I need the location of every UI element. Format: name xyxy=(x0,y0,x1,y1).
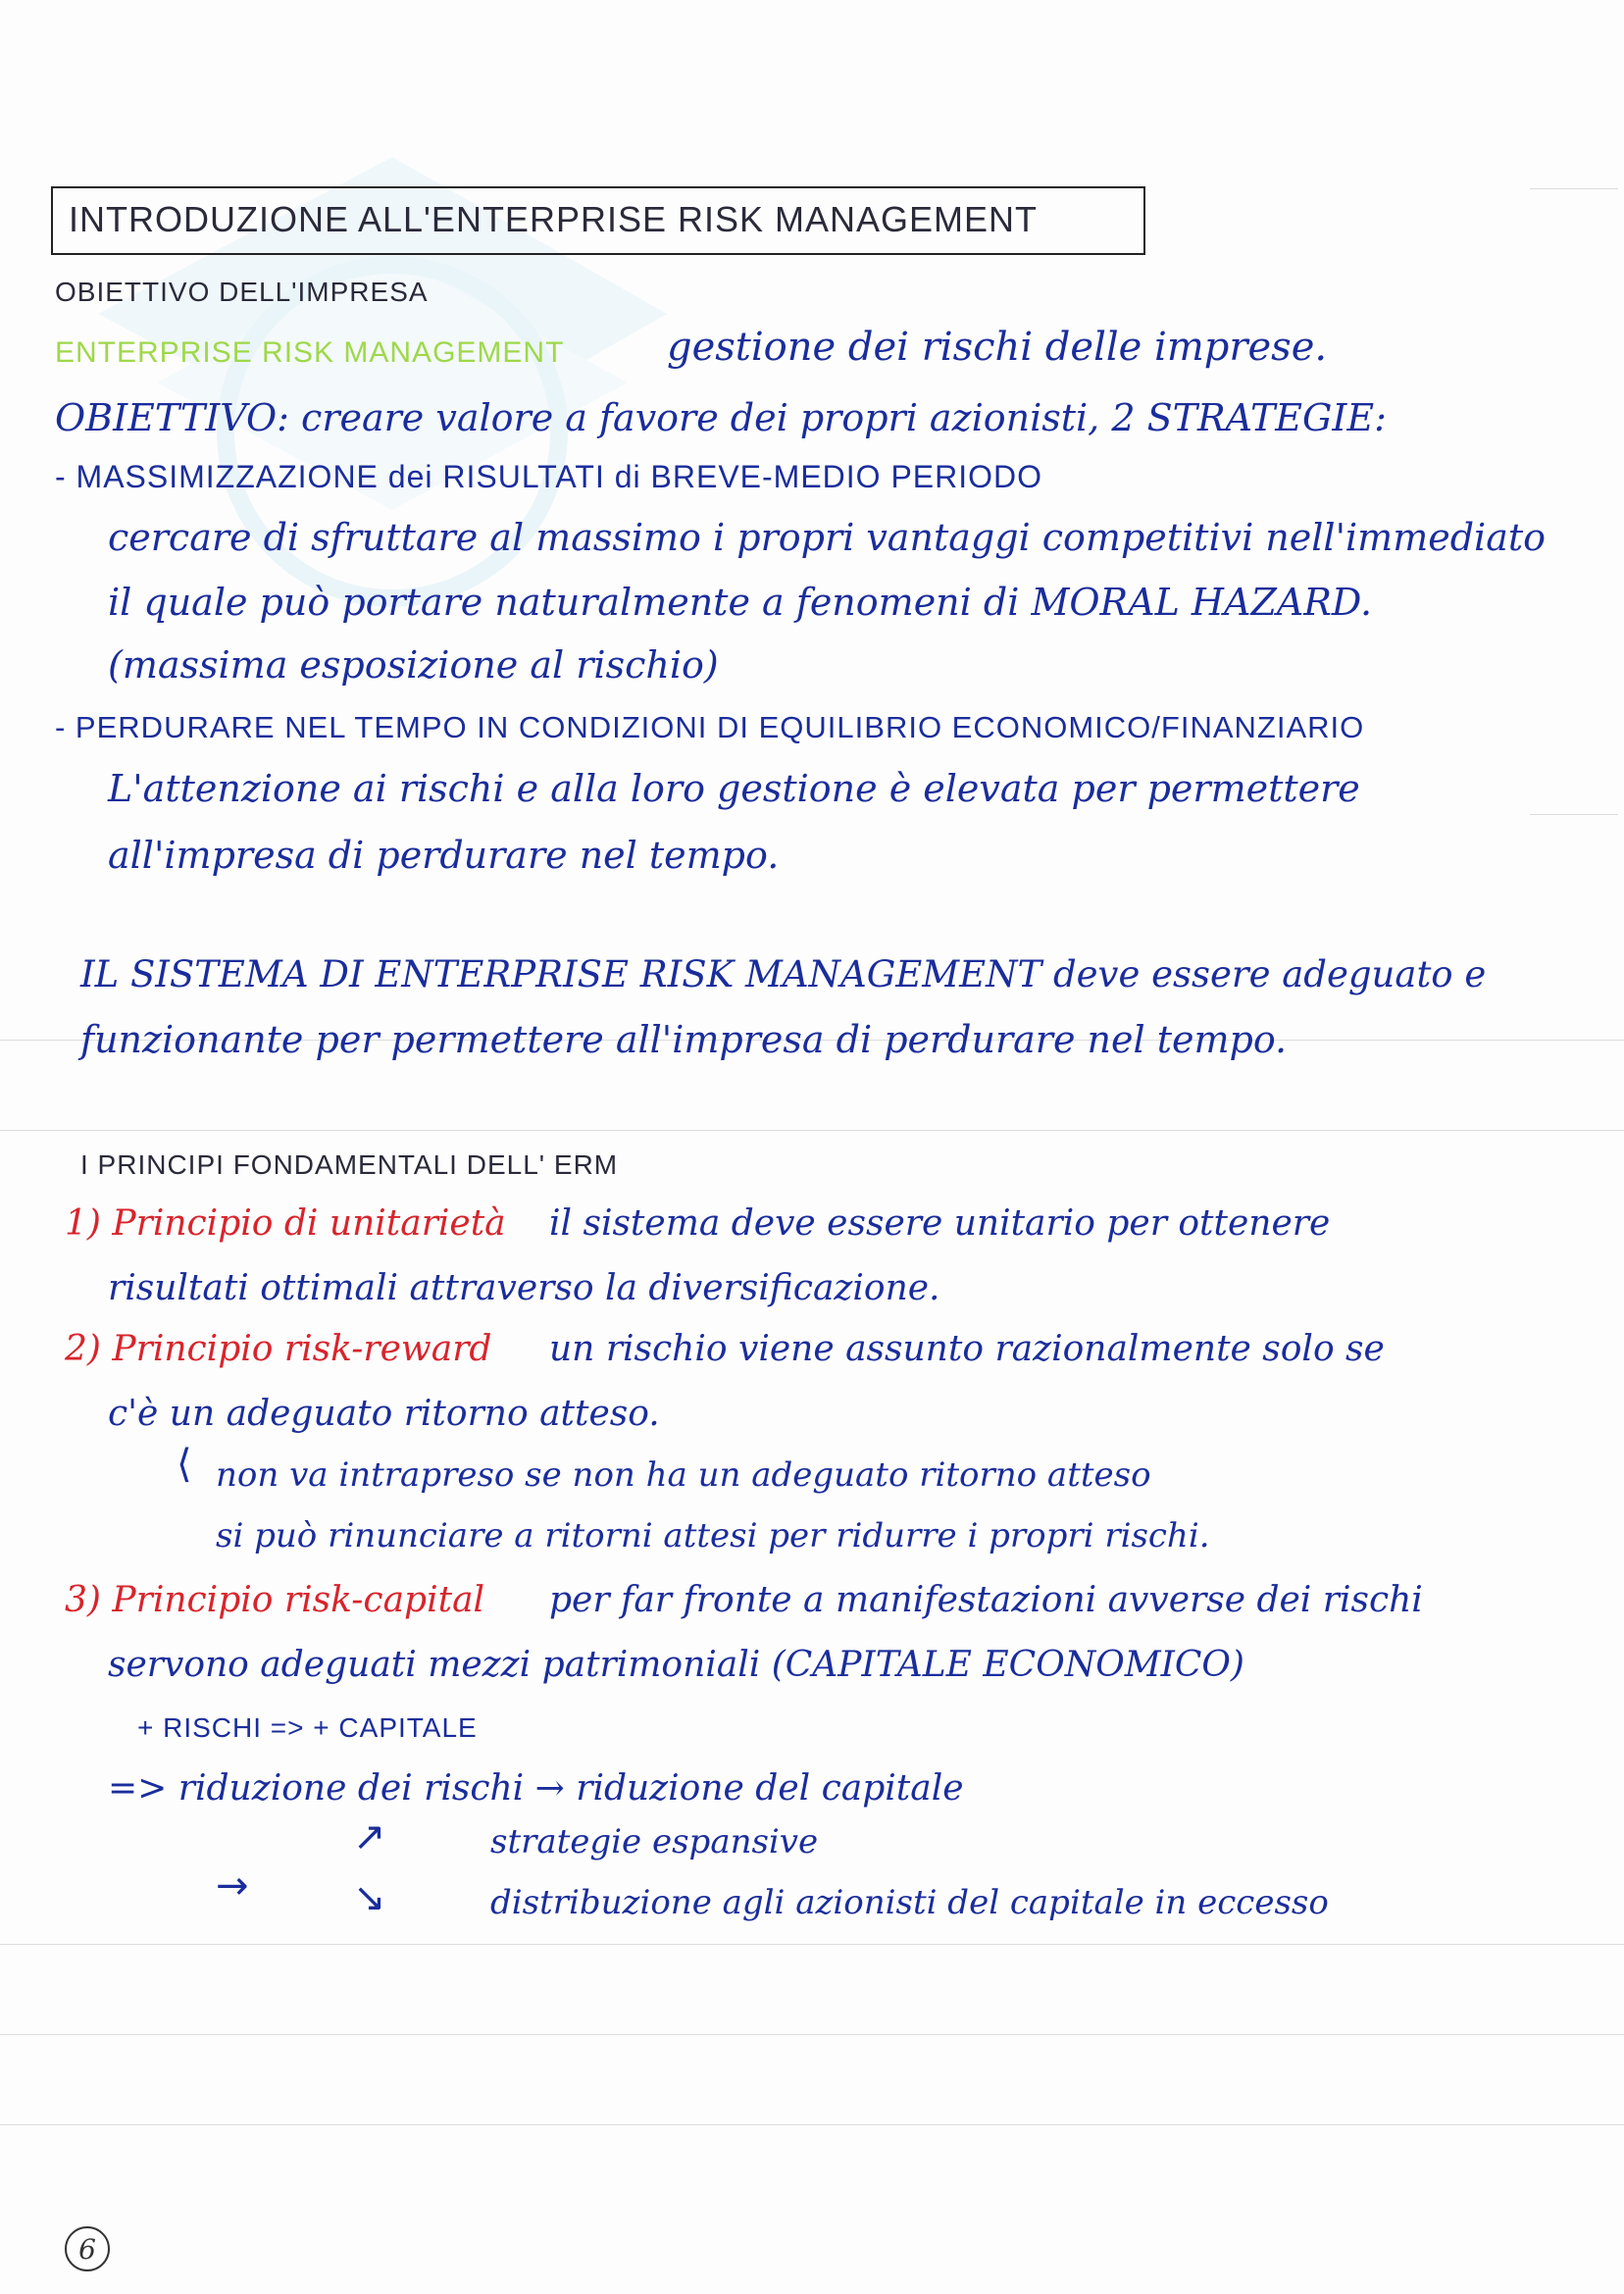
section-heading: OBIETTIVO DELL'IMPRESA xyxy=(55,277,429,307)
principle1-text: il sistema deve essere unitario per ottenere xyxy=(549,1203,1331,1244)
principle3-option2: distribuzione agli azionisti del capitale in eccesso xyxy=(490,1883,1329,1922)
strategy1-title: - MASSIMIZZAZIONE dei RISULTATI di BREVE-MEDIO PERIODO xyxy=(55,459,1043,494)
rule-line xyxy=(0,1944,1624,1945)
principle3-text: per far fronte a manifestazioni avverse dei rischi xyxy=(549,1580,1423,1620)
principle2-line2: c'è un adeguato ritorno atteso. xyxy=(108,1394,660,1434)
strategy2-line1: L'attenzione ai rischi e alla loro gestione è elevata per permettere xyxy=(108,767,1360,810)
arrow-right-icon: → xyxy=(216,1863,249,1909)
principle3-option1: strategie espansive xyxy=(490,1822,819,1861)
principles-heading: I PRINCIPI FONDAMENTALI DELL' ERM xyxy=(80,1149,619,1180)
page-title: INTRODUZIONE ALL'ENTERPRISE RISK MANAGEMENT xyxy=(69,199,1039,239)
page-number: 6 xyxy=(65,2226,110,2271)
principle3-line4: => riduzione dei rischi → riduzione del capitale xyxy=(108,1768,964,1809)
principle2-text: un rischio viene assunto razionalmente solo se xyxy=(549,1329,1385,1369)
rule-line xyxy=(1530,814,1618,815)
system-line1: IL SISTEMA DI ENTERPRISE RISK MANAGEMENT deve essere adeguato e xyxy=(80,953,1487,995)
erm-term: ENTERPRISE RISK MANAGEMENT xyxy=(55,336,565,369)
rule-line xyxy=(0,2034,1624,2035)
objective-line: OBIETTIVO: creare valore a favore dei propri azionisti, 2 STRATEGIE: xyxy=(55,396,1387,439)
rule-line xyxy=(0,2124,1624,2125)
rule-line xyxy=(1530,188,1618,189)
principle1-line2: risultati ottimali attraverso la diversificazione. xyxy=(108,1268,940,1308)
strategy2-line2: all'impresa di perdurare nel tempo. xyxy=(108,834,780,877)
strategy1-line2: il quale può portare naturalmente a fenomeni di MORAL HAZARD. xyxy=(108,581,1373,624)
principle3-label: 3) Principio risk-capital xyxy=(65,1580,485,1620)
rule-line xyxy=(0,1130,1624,1131)
strategy2-title: - PERDURARE NEL TEMPO IN CONDIZIONI DI EQUILIBRIO ECONOMICO/FINANZIARIO xyxy=(55,710,1365,744)
branch-arrow-icon: ⟨ xyxy=(177,1442,192,1487)
principle1-label: 1) Principio di unitarietà xyxy=(65,1203,506,1244)
principle2-label: 2) Principio risk-reward xyxy=(65,1329,492,1369)
arrow-up-right-icon: ↗ xyxy=(353,1814,386,1860)
strategy1-line3: (massima esposizione al rischio) xyxy=(108,643,719,687)
system-line2: funzionante per permettere all'impresa di perdurare nel tempo. xyxy=(80,1018,1288,1061)
arrow-down-right-icon: ↘ xyxy=(353,1875,386,1920)
erm-definition: gestione dei rischi delle imprese. xyxy=(667,325,1328,370)
principle2-sub2: si può rinunciare a ritorni attesi per ridurre i propri rischi. xyxy=(216,1516,1210,1555)
strategy1-line1: cercare di sfruttare al massimo i propri vantaggi competitivi nell'immediato xyxy=(108,516,1547,559)
principle3-line2: servono adeguati mezzi patrimoniali (CAPITALE ECONOMICO) xyxy=(108,1645,1244,1685)
principle3-line3: + RISCHI => + CAPITALE xyxy=(137,1712,478,1743)
principle2-sub1: non va intrapreso se non ha un adeguato ritorno atteso xyxy=(216,1455,1151,1495)
